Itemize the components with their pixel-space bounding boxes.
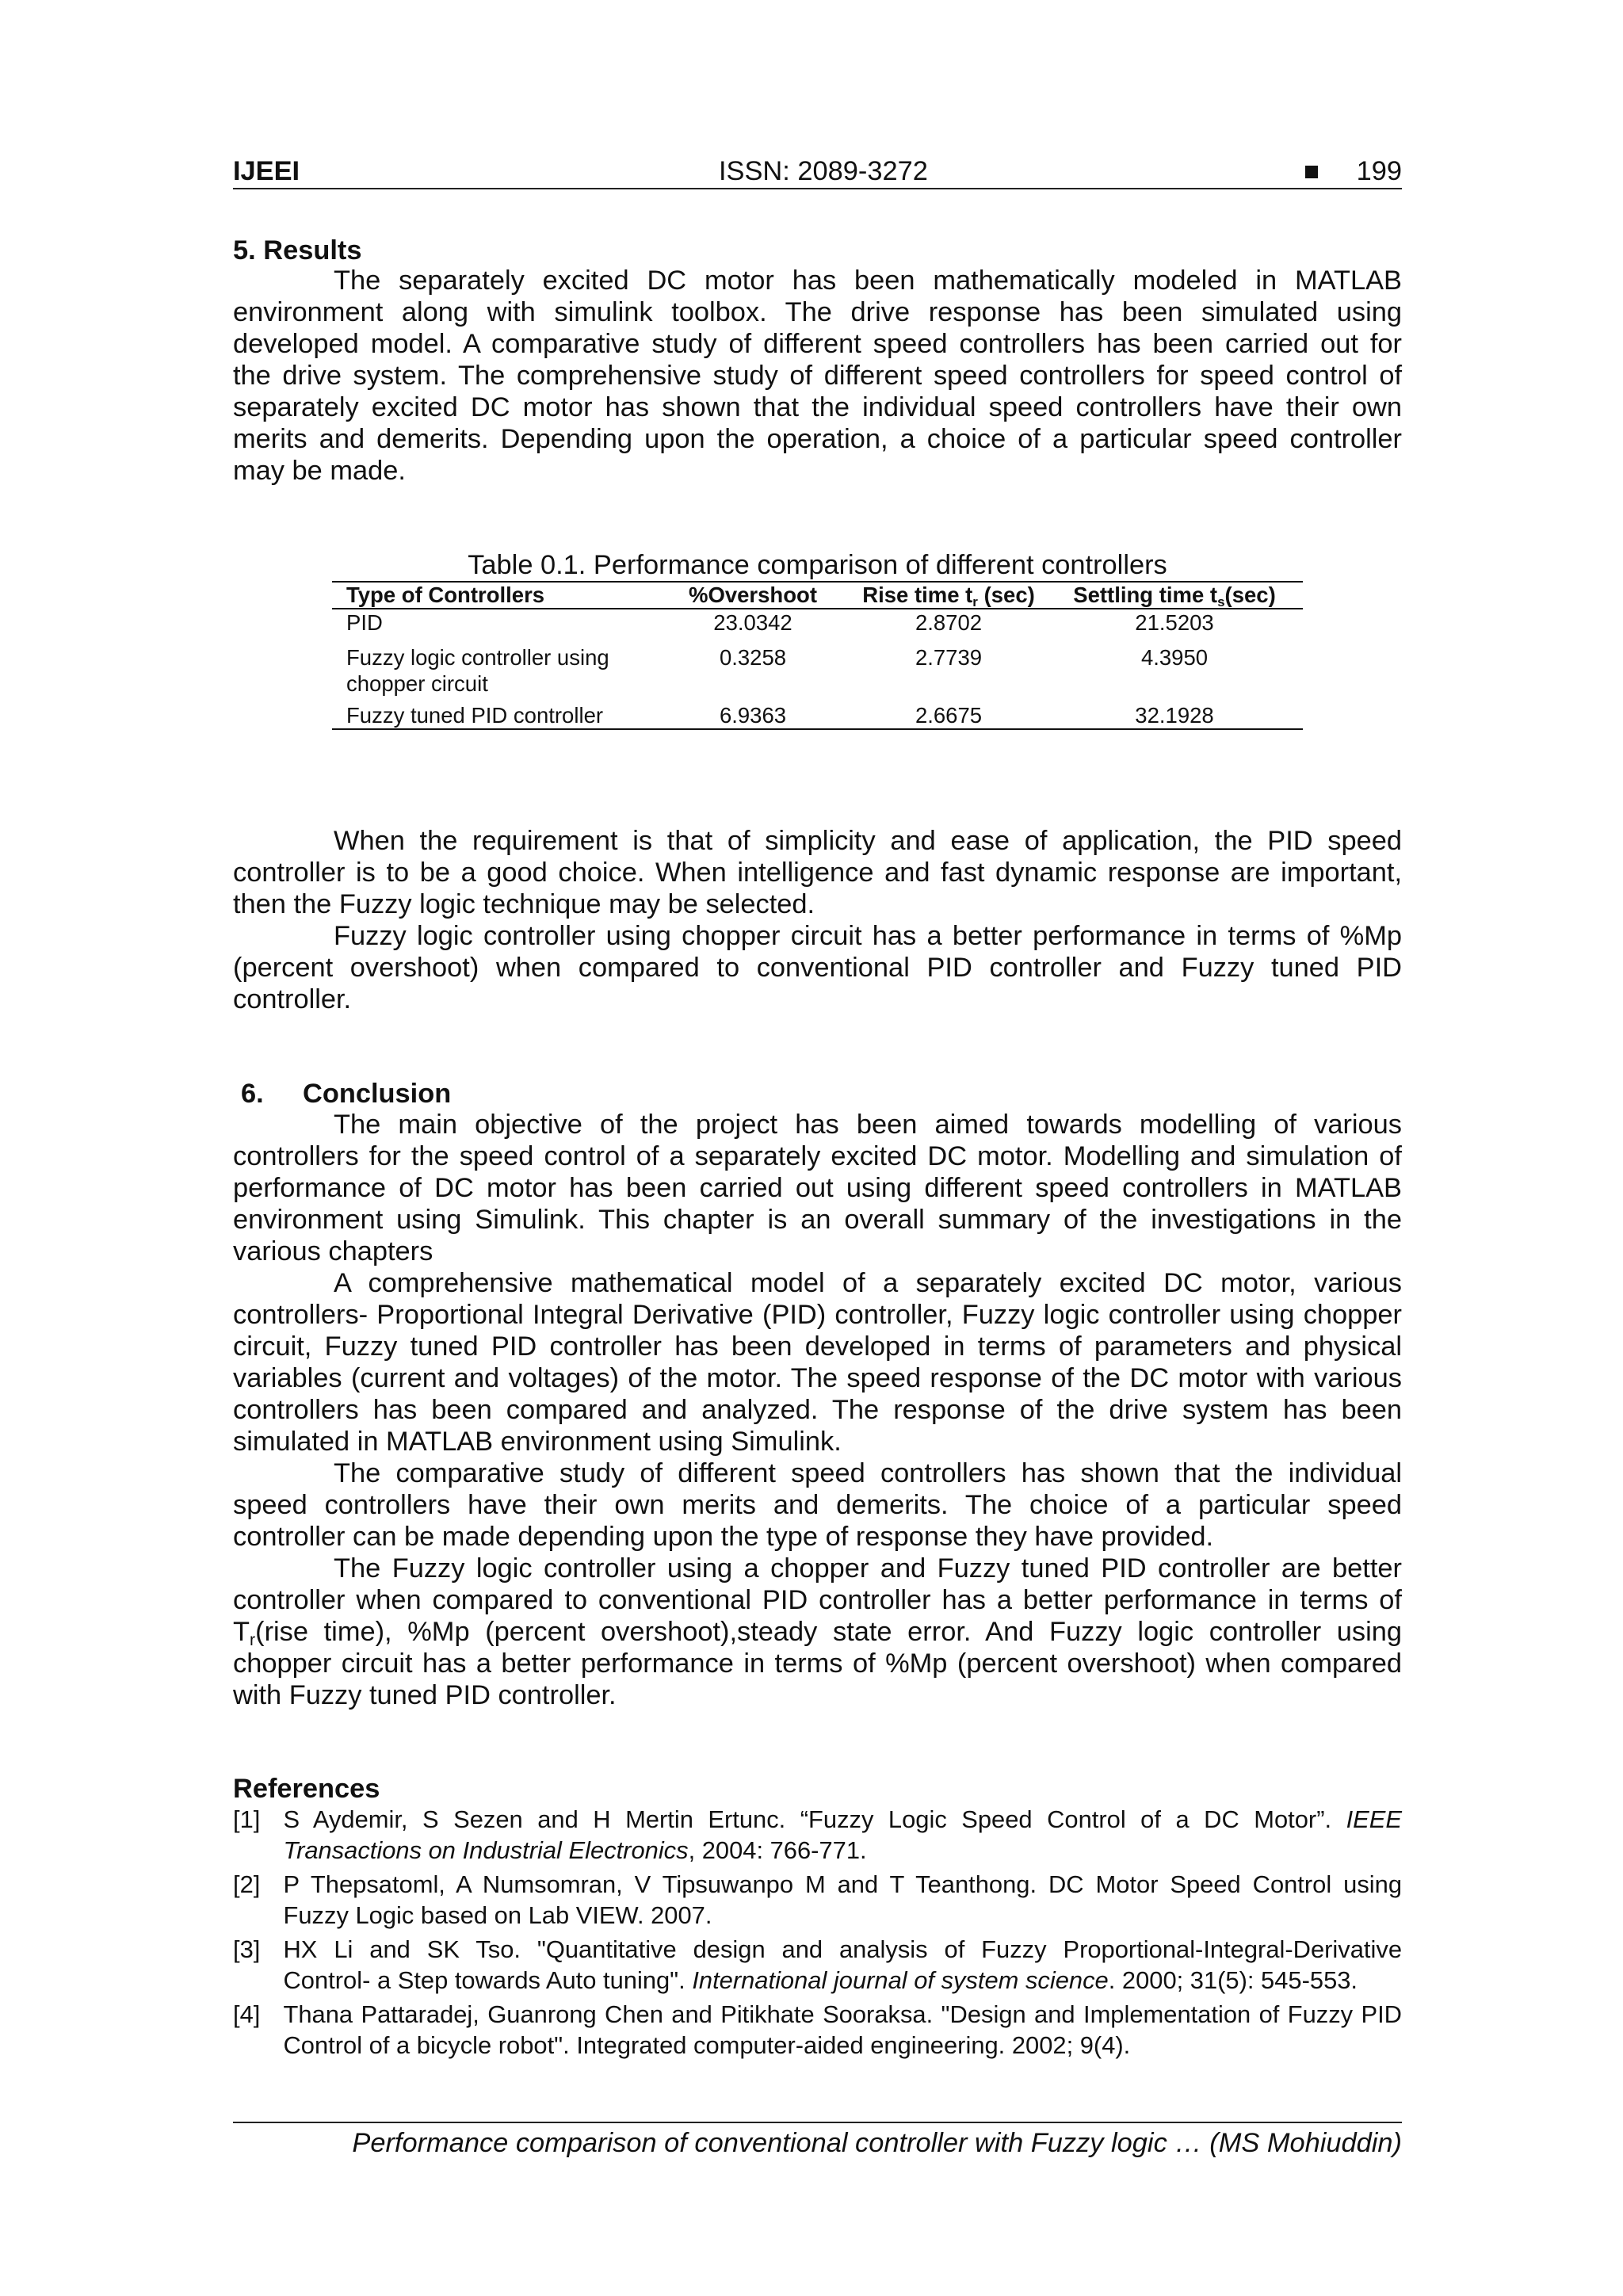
paragraph [233,265,1402,487]
text-line [284,1965,1403,1996]
header-rule [233,188,1402,189]
text-line: When the requirement is that of simplicity and ease of application, the PID speed [334,826,1402,856]
text-line: various chapters [233,1236,433,1266]
text-line: The separately excited DC motor has been mathematically modeled in MATLAB [334,266,1402,296]
section-title: Conclusion [303,1079,452,1109]
table-row [332,609,1303,644]
text-line: controller when compared to conventional PID controller has a better performance in terms of [233,1585,1402,1615]
text-line [233,1616,1402,1648]
text-line: Fuzzy Logic based on Lab VIEW. 2007. [283,1901,712,1929]
reference-list [233,1804,1402,2064]
subscript: s [1217,594,1225,609]
italic-text-run: Transactions on Industrial Electronics [283,1836,689,1864]
table-cell: Fuzzy tuned PID controller [346,703,604,728]
text-line: performance of DC motor has been carried out using different speed controllers in MATLAB [233,1173,1402,1203]
paragraph [233,1267,1402,1457]
text-line: controller. [233,984,352,1014]
table-cell: 0.3258 [719,645,787,670]
running-footer: Performance comparison of conventional controller with Fuzzy logic … (MS Mohiuddin) [352,2128,1402,2158]
table-cell: 21.5203 [1135,610,1214,635]
reference-label: [4] [233,2000,261,2028]
header-text: Settling time t [1073,583,1218,607]
text-line: Fuzzy logic controller using chopper circuit has a better performance in terms of %Mp [334,921,1402,951]
text-line: with Fuzzy tuned PID controller. [233,1680,617,1710]
column-header-overshoot: %Overshoot [689,583,817,607]
page-number: 199 [1356,156,1402,186]
text-line: variables (current and voltages) of the motor. The speed response of the DC motor with various [233,1363,1402,1393]
table-cell: 2.7739 [915,645,983,670]
text-line: controllers for the speed control of a separately excited DC motor. Modelling and simulation of [233,1141,1402,1171]
text-line: (percent overshoot) when compared to conventional PID controller and Fuzzy tuned PID [233,953,1402,983]
table-cell: 4.3950 [1140,645,1209,670]
conclusion-body [233,1109,1402,1711]
text-line: chopper circuit has a better performance in terms of %Mp (percent overshoot) when compared [233,1648,1402,1679]
section-number: 6. [241,1079,264,1109]
text-line: separately excited DC motor has shown that the individual speed controllers have their own [233,392,1402,422]
text-run: (rise time), %Mp (percent overshoot),steady state error. And Fuzzy logic controller using [255,1617,1402,1647]
text-line: The comparative study of different speed controllers has shown that the individual [334,1458,1402,1488]
reference-text [284,1804,1403,1866]
subscript: r [972,594,978,609]
footer-rule [233,2122,1402,2123]
references-heading: References [233,1774,380,1804]
issn: ISSN: 2089-3272 [719,156,928,186]
reference-text [284,1869,1403,1931]
text-line: controllers has been compared and analyzed. The response of the drive system has been [233,1395,1402,1425]
journal-abbreviation: IJEEI [233,156,300,186]
paragraph [233,1553,1402,1711]
reference-text [284,1999,1403,2061]
column-header-settling-time [1062,583,1303,608]
performance-table [332,581,1303,730]
text-run: T [233,1617,250,1647]
subscript: r [250,1629,256,1649]
text-line: circuit, Fuzzy tuned PID controller has been developed in terms of parameters and physical [233,1331,1402,1362]
text-line: Control of a bicycle robot". Integrated computer-aided engineering. 2002; 9(4). [283,2031,1131,2059]
discussion-body [233,825,1402,1015]
results-heading: 5. Results [233,235,362,266]
column-header-type: Type of Controllers [346,583,545,607]
header-text: (sec) [977,583,1035,607]
reference-item [233,1869,1402,1931]
text-line: A comprehensive mathematical model of a separately excited DC motor, various [334,1268,1402,1298]
reference-label: [2] [233,1870,261,1898]
text-line: developed model. A comparative study of different speed controllers has been carried out for [233,329,1402,359]
paragraph [233,920,1402,1015]
text-line: controller is to be a good choice. When intelligence and fast dynamic response are important, [233,858,1402,888]
text-run: , 2004: 766-771. [688,1836,867,1864]
reference-label: [1] [233,1805,261,1833]
conclusion-heading [233,1078,1402,1110]
text-line: then the Fuzzy logic technique may be selected. [233,889,815,919]
reference-item [233,1999,1402,2061]
text-line: Thana Pattaradej, Guanrong Chen and Pitikhate Sooraksa. "Design and Implementation of Fuzzy PID [283,2000,1402,2028]
column-header-rise-time [824,583,1062,608]
header-text: (sec) [1224,583,1276,607]
table-cell: Fuzzy logic controller using chopper circuit [346,645,609,696]
text-line [284,1804,1403,1835]
table-row [332,644,1303,702]
reference-item [233,1934,1402,1996]
running-header [233,155,1402,187]
table-cell: 6.9363 [719,703,787,728]
text-line: the drive system. The comprehensive study of different speed controllers for speed control of [233,361,1402,391]
italic-text-run: International journal of system science [692,1966,1109,1994]
text-line: The Fuzzy logic controller using a chopper and Fuzzy tuned PID controller are better [334,1553,1402,1584]
text-line [284,1835,1403,1866]
text-run: S Aydemir, S Sezen and H Mertin Ertunc. “Fuzzy Logic Speed Control of a DC Motor”. [283,1805,1346,1833]
text-line: controllers- Proportional Integral Derivative (PID) controller, Fuzzy logic controller using chopper [233,1300,1402,1330]
text-line: simulated in MATLAB environment using Simulink. [233,1427,842,1457]
text-run: . 2000; 31(5): 545-553. [1108,1966,1358,1994]
table-caption: Table 0.1. Performance comparison of different controllers [468,550,1167,580]
text-run: Control- a Step towards Auto tuning". [283,1966,693,1994]
table-row [332,702,1303,730]
table-cell: 32.1928 [1135,703,1214,728]
paragraph [233,825,1402,920]
table-header-row [332,581,1303,609]
text-line: The main objective of the project has been aimed towards modelling of various [334,1110,1402,1140]
table-cell: 23.0342 [713,610,792,635]
text-line: controller can be made depending upon the type of response they have provided. [233,1522,1214,1552]
text-line: may be made. [233,456,406,486]
italic-text-run: IEEE [1346,1805,1402,1833]
paragraph [233,1457,1402,1553]
header-text: Rise time t [862,583,973,607]
reference-text [284,1934,1403,1996]
text-line: HX Li and SK Tso. "Quantitative design and analysis of Fuzzy Proportional-Integral-Derivative [283,1935,1402,1963]
text-line: P Thepsatoml, A Numsomran, V Tipsuwanpo M and T Teanthong. DC Motor Speed Control using [283,1870,1402,1898]
reference-item [233,1804,1402,1866]
text-line: environment along with simulink toolbox. The drive response has been simulated using [233,297,1402,327]
text-line: speed controllers have their own merits and demerits. The choice of a particular speed [233,1490,1402,1520]
table-cell: 2.8702 [915,610,983,635]
paragraph [233,1109,1402,1267]
table-cell: PID [346,610,383,635]
table-cell: 2.6675 [915,703,983,728]
black-square-icon [1305,166,1318,178]
text-line: environment using Simulink. This chapter is an overall summary of the investigations in the [233,1205,1402,1235]
results-body [233,265,1402,487]
text-line: merits and demerits. Depending upon the operation, a choice of a particular speed controller [233,424,1402,454]
reference-label: [3] [233,1935,261,1963]
